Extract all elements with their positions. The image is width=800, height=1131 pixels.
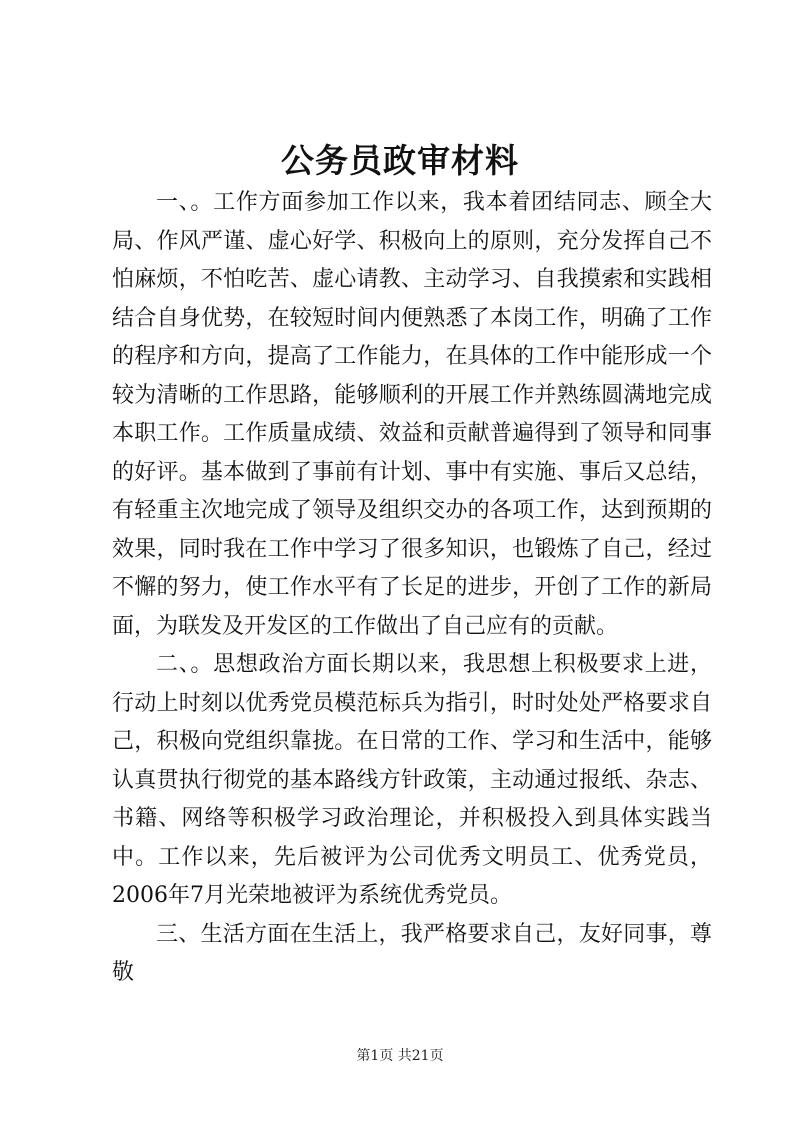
document-body: [112, 184, 712, 993]
document-title: 公务员政审材料: [281, 141, 519, 180]
paragraph-work: 一、。工作方面参加工作以来，我本着团结同志、顾全大局、作风严谨、虚心好学、积极向上的原则，充分发挥自己不怕麻烦，不怕吃苦、虚心请教、主动学习、自我摸索和实践相结合自身优势，在较短时间内便熟悉了本岗工作，明确了工作的程序和方向，提高了工作能力，在具体的工作中能形成一个较为清晰的工作思路，能够顺利的开展工作并熟练圆满地完成本职工作。工作质量成绩、效益和贡献普遍得到了领导和同事的好评。基本做到了事前有计划、事中有实施、事后又总结，有轻重主次地完成了领导及组织交办的各项工作，达到预期的效果，同时我在工作中学习了很多知识，也锻炼了自己，经过不懈的努力，使工作水平有了长足的进步，开创了工作的新局面，为联发及开发区的工作做出了自己应有的贡献。: [112, 190, 712, 639]
paragraph-life: 三、生活方面在生活上，我严格要求自己，友好同事，尊敬: [112, 921, 712, 985]
page-number-footer: 第1页 共21页: [356, 1048, 444, 1064]
paragraph-politics: 二、。思想政治方面长期以来，我思想上积极要求上进，行动上时刻以优秀党员模范标兵为指引，时时处处严格要求自己，积极向党组织靠拢。在日常的工作、学习和生活中，能够认真贯执行彻党的基本路线方针政策，主动通过报纸、杂志、书籍、网络等积极学习政治理论，并积极投入到具体实践当中。工作以来，先后被评为公司优秀文明员工、优秀党员，2006年7月光荣地被评为系统优秀党员。: [112, 652, 712, 908]
